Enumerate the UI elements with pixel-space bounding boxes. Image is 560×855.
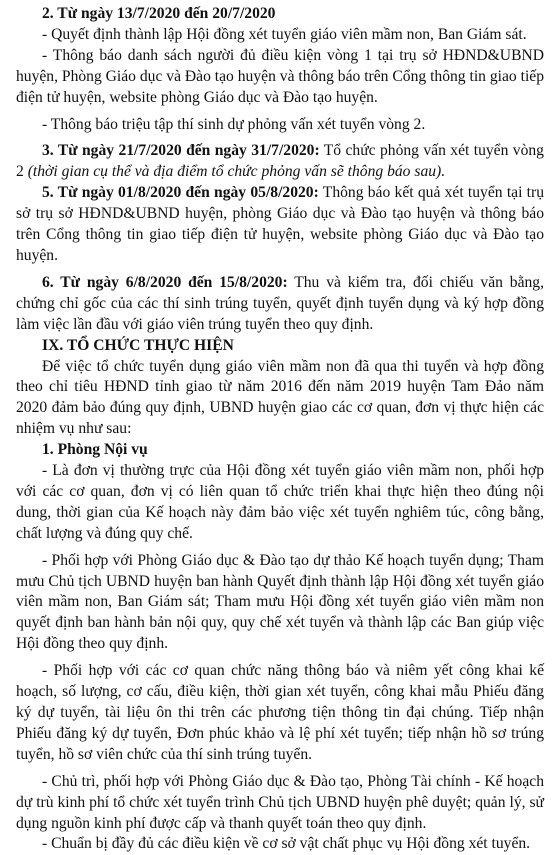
section-5-lead: 5. Từ ngày 01/8/2020 đến ngày 05/8/2020: [42, 184, 319, 202]
section-5-paragraph [16, 183, 544, 267]
task-item: - Chủ trì, phối hợp với Phòng Giáo dục & Đào tạo, Phòng Tài chính - Kế hoạch dự trù kinh phí tổ chức xét tuyển trình Chủ tịch UBND huyện phê duyệt; quản lý, sử dụng nguồn kinh phí được cấp và thanh quyết toán theo quy định. [16, 772, 544, 832]
section-ix-heading: IX. TỔ CHỨC THỰC HIỆN [42, 336, 234, 354]
task-item: - Là đơn vị thường trực của Hội đồng xét tuyển giáo viên mầm non, phối hợp với các cơ quan, đơn vị có liên quan tổ chức triển khai thực hiện theo đúng nội dung, thời gian của Kế hoạch này đảm bảo việc xét tuyển nghiêm túc, công bằng, chất lượng và đúng quy chế. [16, 462, 544, 542]
section-2-item-3: - Thông báo triệu tập thí sinh dự phỏng vấn xét tuyển vòng 2. [42, 115, 426, 133]
task-item: - Phối hợp với Phòng Giáo dục & Đào tạo dự thảo Kế hoạch tuyển dụng; Tham mưu Chủ tịch UBND huyện ban hành Quyết định thành lập Hội đồng xét tuyển giáo viên mầm non, Ban Giám sát; Tham mưu Hội đồng xét tuyển giáo viên mầm non quyết định ban hành bản nội quy, quy chế xét tuyển và thành lập các Ban giúp việc Hội đồng theo quy định. [16, 551, 544, 653]
section-2-item-1: - Quyết định thành lập Hội đồng xét tuyển giáo viên mầm non, Ban Giám sát. [42, 25, 527, 43]
section-6-text: Thu và kiểm tra, đối chiếu văn bằng, chứng chỉ gốc của các thí sinh trúng tuyển, quyết định tuyển dụng và ký hợp đồng làm việc lần đầu với giáo viên trúng tuyển theo quy định. [16, 273, 544, 333]
section-2-heading: 2. Từ ngày 13/7/2020 đến 20/7/2020 [42, 5, 276, 22]
task-item: - Chuẩn bị đầy đủ các điều kiện về cơ sở vật chất phục vụ Hội đồng xét tuyển. [42, 835, 531, 853]
section-5-text: Thông báo kết quả xét tuyển tại trụ sở trụ sở HĐND&UBND huyện, phòng Giáo dục và Đào tạo huyện và thông báo trên Cổng thông tin giao tiếp điện tử huyện, website phòng Giáo dục và Đào tạo huyện. [16, 184, 544, 264]
section-2-item-2: - Thông báo danh sách người đủ điều kiện vòng 1 tại trụ sở HĐND&UBND huyện, Phòng Giáo dục và Đào tạo huyện và thông báo trên Cổng thông tin giao tiếp điện tử huyện, website phòng Giáo dục và Đào tạo huyện. [16, 46, 544, 106]
section-3-note: (thời gian cụ thể và địa điểm tổ chức phỏng vấn sẽ thông báo sau). [27, 163, 446, 181]
subsection-1-heading: 1. Phòng Nội vụ [42, 441, 148, 459]
section-3-paragraph [16, 141, 544, 183]
section-3-text: Tổ chức phỏng vấn xét tuyển vòng 2 [16, 142, 544, 181]
section-6-paragraph [16, 273, 544, 336]
task-item: - Phối hợp với các cơ quan chức năng thông báo và niêm yết công khai kế hoạch, số lượng, cơ cấu, điều kiện, thời gian xét tuyển, công khai mẫu Phiếu đăng ký dự tuyển, tài liệu ôn thi trên các phương tiện thông tin đại chúng. Tiếp nhận Phiếu đăng ký dự tuyển, Đơn phúc khảo và lệ phí xét tuyển; tiếp nhận hồ sơ trúng tuyển, hồ sơ viên chức của thí sinh trúng tuyển. [16, 662, 544, 763]
section-6-lead: 6. Từ ngày 6/8/2020 đến 15/8/2020: [42, 273, 288, 291]
section-3-lead: 3. Từ ngày 21/7/2020 đến ngày 31/7/2020: [42, 142, 320, 160]
section-ix-intro: Để việc tổ chức tuyển dụng giáo viên mầm non đã qua thi tuyển và hợp đồng theo chỉ tiêu HĐND tỉnh giao từ năm 2016 đến năm 2019 huyện Tam Đảo năm 2020 đảm bảo đúng quy định, UBND huyện giao các cơ quan, đơn vị thực hiện các nhiệm vụ như sau: [16, 357, 544, 438]
